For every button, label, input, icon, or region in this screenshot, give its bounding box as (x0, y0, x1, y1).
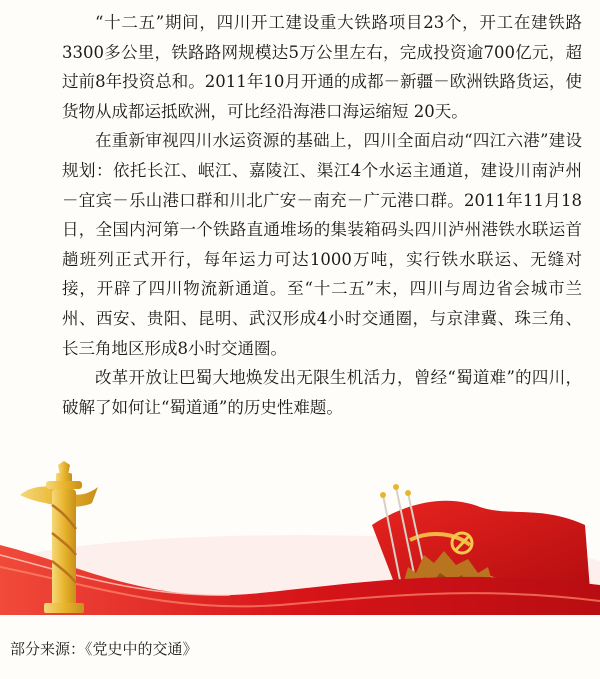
paragraph-conclusion: 改革开放让巴蜀大地焕发出无限生机活力，曾经“蜀道难”的四川，破解了如何让“蜀道通”的历史性难题。 (62, 368, 582, 417)
paragraph-railway: “十二五”期间，四川开工建设重大铁路项目23个，开工在建铁路3300多公里，铁路路网规模达5万公里左右，完成投资逾700亿元，超过前8年投资总和。2011年10月开通的成都－新疆－欧洲铁路货运，使货物从成都运抵欧洲，可比经沿海港口海运缩短 20天。 (62, 13, 582, 121)
paragraph-waterway: 在重新审视四川水运资源的基础上，四川全面启动“四江六港”建设规划：依托长江、岷江、嘉陵江、渠江4个水运主通道，建设川南泸州－宜宾－乐山港口群和川北广安－南充－广元港口群。2011年11月18日，全国内河第一个铁路直通堆场的集装箱码头四川泸州港铁水联运首趟班列正式开行，每年运力可达1000万吨，实行铁水联运、无缝对接，开辟了四川物流新通道。至“十二五”末，四川与周边省会城市兰州、西安、贵阳、昆明、武汉形成4小时交通圈，与京津冀、珠三角、长三角地区形成8小时交通圈。 (62, 131, 582, 358)
decorative-banner (0, 455, 600, 615)
source-citation: 部分来源：《党史中的交通》 (10, 640, 198, 658)
article-body (62, 8, 582, 422)
